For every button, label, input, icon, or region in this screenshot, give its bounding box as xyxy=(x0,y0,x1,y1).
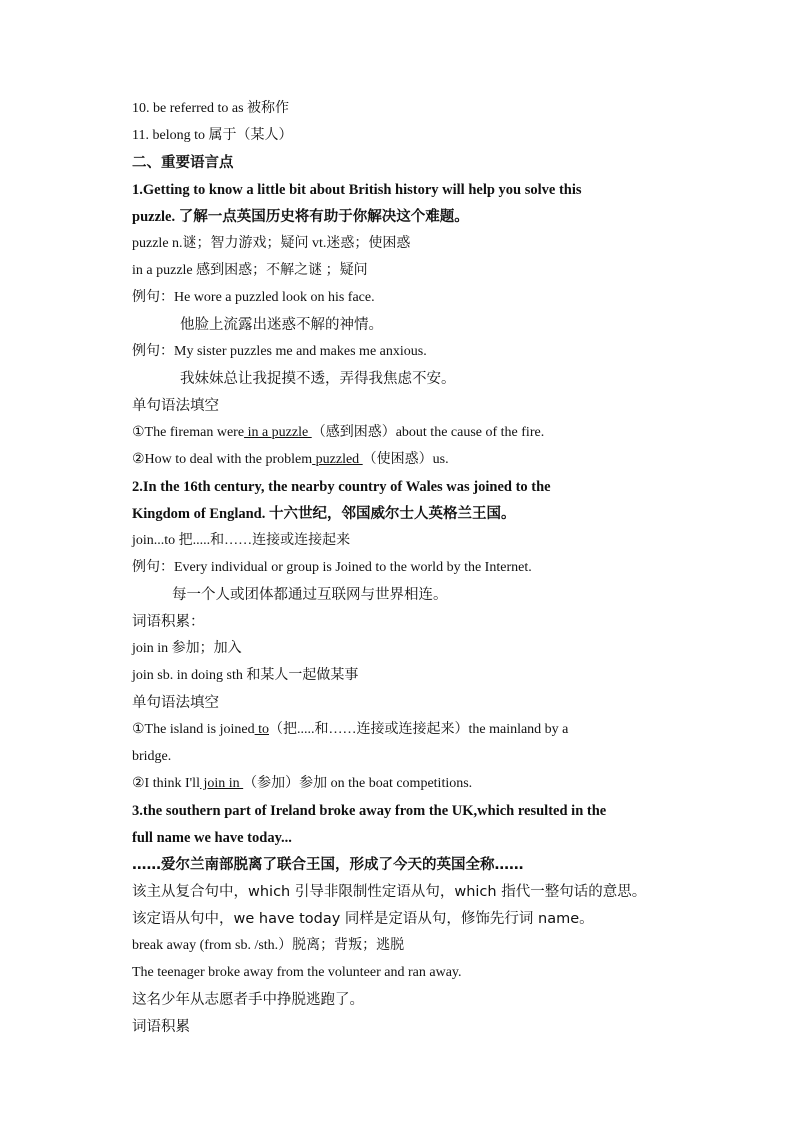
example-1: 例句：He wore a puzzled look on his face. xyxy=(132,290,375,305)
phrase-join-sb-in: join sb. in doing sth 和某人一起做某事 xyxy=(132,668,359,683)
exercise-heading-2: 单句语法填空 xyxy=(132,695,219,711)
point-1-sentence: 1.Getting to know a little bit about British history will help you solve this xyxy=(132,182,582,198)
exercise-4-answer: join in xyxy=(199,776,244,791)
phrase-join-to: join...to 把.....和……连接或连接起来 xyxy=(132,533,351,548)
exercise-heading: 单句语法填空 xyxy=(132,398,219,414)
vocab-item-10: 10. be referred to as 被称作 xyxy=(132,101,290,116)
example-1-translation: 他脸上流露出迷惑不解的神情。 xyxy=(180,317,383,333)
example-3-translation: 每一个人或团体都通过互联网与世界相连。 xyxy=(172,587,448,603)
point-3-sentence-cont: full name we have today... xyxy=(132,830,292,846)
section-heading: 二、重要语言点 xyxy=(132,155,234,171)
phrase-break-away: break away (from sb. /sth.）脱离；背叛；逃脱 xyxy=(132,938,405,953)
exercise-3-answer: to xyxy=(254,722,269,737)
exercise-3-text-b: （把.....和……连接或连接起来）the mainland by a xyxy=(268,722,569,737)
exercise-3-text-a: ①The island is joined xyxy=(132,722,255,737)
exercise-3-cont: bridge. xyxy=(132,749,172,764)
exercise-3 xyxy=(132,721,734,739)
exercise-2 xyxy=(132,451,734,469)
point-2-sentence: 2.In the 16th century, the nearby country of Wales was joined to the xyxy=(132,479,551,495)
phrase-join-in: join in 参加；加入 xyxy=(132,641,242,656)
exercise-1 xyxy=(132,424,734,442)
grammar-note-2: 该定语从句中，we have today 同样是定语从句，修饰先行词 name。 xyxy=(132,911,594,927)
example-3: 例句：Every individual or group is Joined to the world by the Internet. xyxy=(132,560,532,575)
example-2: 例句：My sister puzzles me and makes me anxious. xyxy=(132,344,427,359)
point-2-sentence-cont: Kingdom of England. 十六世纪，邻国威尔士人英格兰王国。 xyxy=(132,506,516,522)
exercise-1-answer: in a puzzle xyxy=(244,425,312,440)
example-4-translation: 这名少年从志愿者手中挣脱逃跑了。 xyxy=(132,992,364,1008)
point-3-sentence: 3.the southern part of Ireland broke away from the UK,which resulted in the xyxy=(132,803,607,819)
definition-puzzle: puzzle n.谜；智力游戏；疑问 vt.迷惑；使困惑 xyxy=(132,236,411,251)
exercise-2-answer: puzzled xyxy=(312,452,363,467)
exercise-2-text-b: （使困惑）us. xyxy=(362,452,449,467)
exercise-2-text-a: ②How to deal with the problem xyxy=(132,452,313,467)
example-2-translation: 我妹妹总让我捉摸不透，弄得我焦虑不安。 xyxy=(180,371,456,387)
exercise-1-text-b: （感到困惑）about the cause of the fire. xyxy=(311,425,545,440)
phrase-in-a-puzzle: in a puzzle 感到困惑；不解之谜 ；疑问 xyxy=(132,263,368,278)
exercise-4 xyxy=(132,775,734,793)
vocab-item-11: 11. belong to 属于（某人） xyxy=(132,128,293,143)
point-1-sentence-cont: puzzle. 了解一点英国历史将有助于你解决这个难题。 xyxy=(132,209,469,225)
vocab-heading-2: 词语积累 xyxy=(132,1019,190,1035)
example-4: The teenager broke away from the volunteer and ran away. xyxy=(132,965,462,980)
exercise-4-text-b: （参加）参加 on the boat competitions. xyxy=(243,776,473,791)
exercise-1-text-a: ①The fireman were xyxy=(132,425,245,440)
vocab-heading: 词语积累： xyxy=(132,614,205,630)
grammar-note-1: 该主从复合句中，which 引导非限制性定语从句，which 指代一整句话的意思。 xyxy=(132,884,647,900)
point-3-translation: ……爱尔兰南部脱离了联合王国，形成了今天的英国全称…… xyxy=(132,857,524,873)
exercise-4-text-a: ②I think I'll xyxy=(132,776,200,791)
